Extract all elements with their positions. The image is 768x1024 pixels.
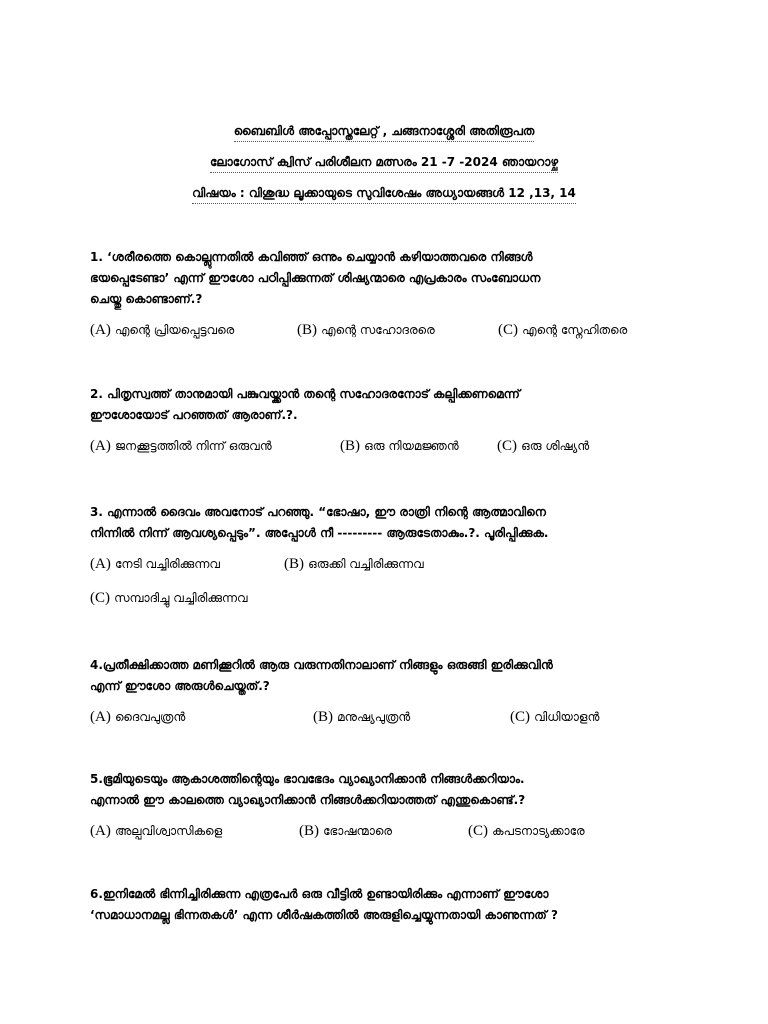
option-text: കപടനാട്യക്കാരേ <box>492 824 585 838</box>
option-letter: (C) <box>497 438 517 454</box>
question-text-line: ഈശോയോട് പറഞ്ഞത് ആരാണ്.?. <box>90 408 298 422</box>
option-letter: (B) <box>297 322 317 338</box>
option-c <box>497 436 589 457</box>
option-c <box>510 707 599 728</box>
option-b <box>284 554 424 575</box>
question-text-line: ചെയ്തു കൊണ്ടാണ്.? <box>90 292 203 306</box>
option-letter: (C) <box>498 322 518 338</box>
option-text: ഭോഷന്മാരെ <box>323 824 392 838</box>
question-text-line: 4.പ്രതീക്ഷിക്കാത്ത മണിക്കൂറിൽ ആരു വരുന്നതിനാലാണ് നിങ്ങളും ഒരുങ്ങി ഇരിക്കുവിൻ <box>90 658 553 672</box>
option-c <box>468 821 585 842</box>
option-text: വിധിയാളൻ <box>534 710 600 724</box>
question-text-line: 1. ‘ശരീരത്തെ കൊല്ലുന്നതിൽ കവിഞ്ഞ് ഒന്നും ചെയ്യാൻ കഴിയാത്തവരെ നിങ്ങൾ <box>90 250 533 264</box>
question-text-line: 5.ഭൂമിയുടെയും ആകാശത്തിന്റെയും ഭാവഭേദം വ്യാഖ്യാനിക്കാൻ നിങ്ങൾക്കറിയാം. <box>90 772 525 786</box>
question-5 <box>90 769 690 845</box>
option-text: ദൈവപുത്രൻ <box>114 710 186 724</box>
header-event: ലോഗോസ് ക്വിസ് പരിശീലന മത്സരം 21 -7 -2024 ഞായറാഴ്ച <box>210 154 558 173</box>
option-letter: (C) <box>510 709 530 725</box>
option-letter: (A) <box>90 322 111 338</box>
question-text-line: 2. പിതൃസ്വത്ത് താനുമായി പങ്കുവയ്ക്കാൻ തന്റെ സഹോദരനോട് കല്പിക്കണമെന്ന് <box>90 387 520 401</box>
options-row <box>90 821 690 845</box>
option-text: ഒരു ശിഷ്യൻ <box>521 439 590 453</box>
option-b <box>340 436 459 457</box>
option-letter: (B) <box>340 438 360 454</box>
option-letter: (A) <box>90 556 111 572</box>
option-text: ഒരു നിയമജ്ഞൻ <box>364 439 459 453</box>
option-letter: (C) <box>468 823 488 839</box>
options-row <box>90 588 690 612</box>
option-text: അല്പവിശ്വാസികളെ <box>114 824 223 838</box>
question-text-line: ഭയപ്പെടേണ്ടാ’ എന്ന് ഈശോ പഠിപ്പിക്കുന്നത് ശിഷ്യന്മാരെ എപ്രകാരം സംബോധന <box>90 271 541 285</box>
option-letter: (B) <box>299 823 319 839</box>
option-text: ഒരുക്കി വച്ചിരിക്കുന്നവ <box>308 557 424 571</box>
options-row <box>90 707 690 731</box>
option-a <box>90 821 222 842</box>
option-text: മനുഷ്യപുത്രൻ <box>337 710 411 724</box>
question-text-line: നിന്നിൽ നിന്ന് ആവശ്യപ്പെടും”. അപ്പോൾ നീ --------- ആരുടേതാകും.?. പൂരിപ്പിക്കുക. <box>90 526 549 540</box>
option-a <box>90 320 234 341</box>
option-letter: (C) <box>90 590 110 606</box>
question-text-line: എന്ന് ഈശോ അരുൾചെയ്തത്.? <box>90 679 270 693</box>
option-letter: (A) <box>90 438 111 454</box>
option-b <box>313 707 410 728</box>
option-b <box>299 821 392 842</box>
options-row <box>90 320 690 344</box>
option-letter: (A) <box>90 709 111 725</box>
option-b <box>297 320 435 341</box>
question-4 <box>90 655 690 731</box>
question-1 <box>90 247 690 344</box>
option-a <box>90 707 185 728</box>
question-3 <box>90 502 690 612</box>
option-text: എന്റെ സഹോദരരെ <box>321 323 435 337</box>
header-subject: വിഷയം : വിശുദ്ധ ലൂക്കായുടെ സുവിശേഷം അധ്യായങ്ങൾ 12 ,13, 14 <box>192 185 576 204</box>
document-header <box>0 120 768 213</box>
option-c <box>498 320 627 341</box>
header-title: ബൈബിൾ അപ്പോസ്തലേറ്റ് , ചങ്ങനാശ്ശേരി അതിരൂപത <box>234 123 535 142</box>
option-c <box>90 588 248 609</box>
question-text-line: ‘സമാധാനമല്ല ഭിന്നതകൾ’ എന്ന ശീർഷകത്തിൽ അരുളിച്ചെയ്യുന്നതായി കാണുന്നത് ? <box>90 908 558 922</box>
question-text-line: എന്നാൽ ഈ കാലത്തെ വ്യാഖ്യാനിക്കാൻ നിങ്ങൾക്കറിയാത്തത് എന്തുകൊണ്ട്.? <box>90 793 526 807</box>
question-2 <box>90 384 690 460</box>
option-a <box>90 554 220 575</box>
question-6 <box>90 884 690 926</box>
option-text: നേടി വച്ചിരിക്കുന്നവ <box>114 557 220 571</box>
options-row <box>90 436 690 460</box>
option-letter: (B) <box>284 556 304 572</box>
option-letter: (B) <box>313 709 333 725</box>
option-letter: (A) <box>90 823 111 839</box>
option-text: എന്റെ പ്രിയപ്പെട്ടവരെ <box>114 323 235 337</box>
option-text: ജനക്കൂട്ടത്തിൽ നിന്ന് ഒരുവൻ <box>114 439 272 453</box>
option-text: സമ്പാദിച്ചു വച്ചിരിക്കുന്നവ <box>114 591 248 605</box>
option-text: എന്റെ സ്നേഹിതരെ <box>522 323 628 337</box>
question-text-line: 3. എന്നാൽ ദൈവം അവനോട് പറഞ്ഞു. “ഭോഷാ, ഈ രാത്രി നിന്റെ ആത്മാവിനെ <box>90 505 546 519</box>
options-row <box>90 554 690 578</box>
option-a <box>90 436 272 457</box>
question-text-line: 6.ഇനിമേൽ ഭിന്നിച്ചിരിക്കുന്ന എത്രപേർ ഒരു വീട്ടിൽ ഉണ്ടായിരിക്കും എന്നാണ് ഈശോ <box>90 887 549 901</box>
